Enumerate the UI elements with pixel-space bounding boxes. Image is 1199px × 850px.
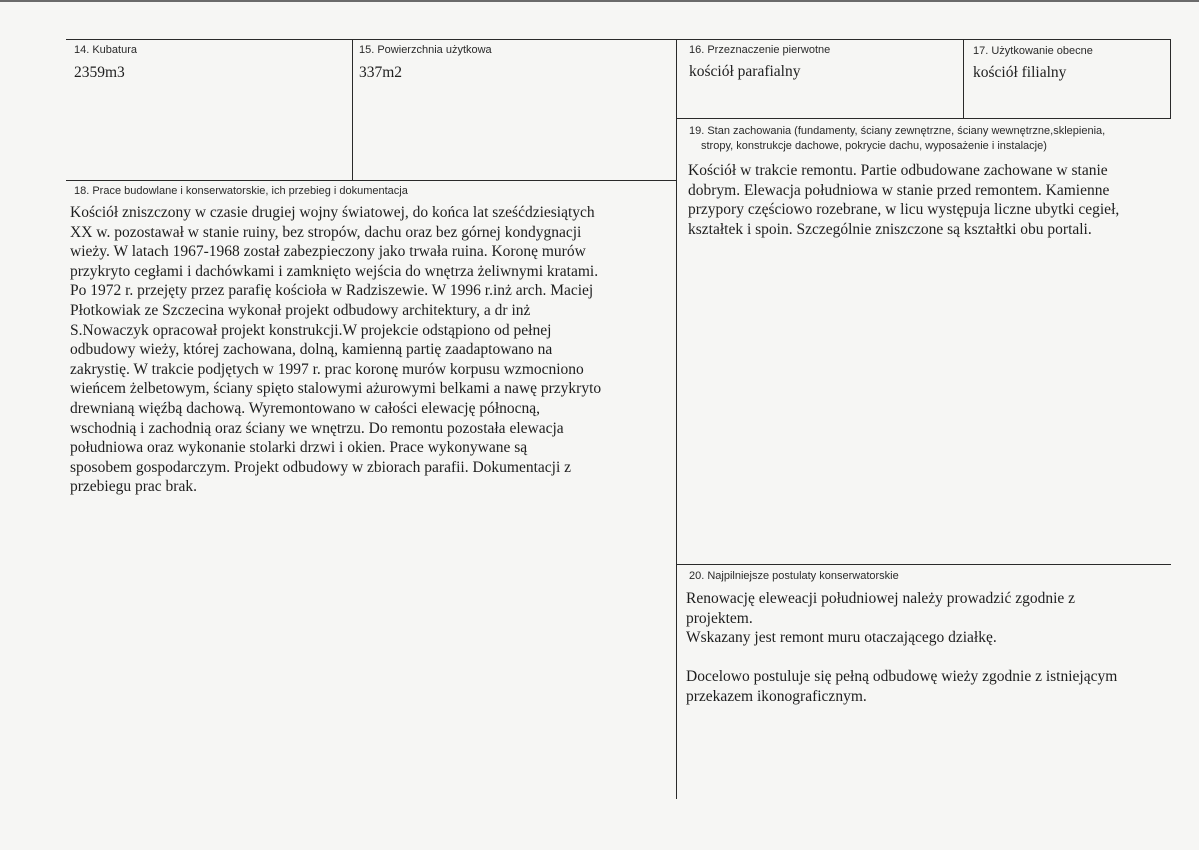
stan-line: Kościół w trakcie remontu. Partie odbudowane zachowane w stanie <box>688 162 1108 179</box>
field-14-15-bottom-border <box>66 180 676 181</box>
prace-line: sposobem gospodarczym. Projekt odbudowy w zbiorach parafii. Dokumentacji z <box>70 458 572 476</box>
prace-line: wieńcem żelbetowym, ściany spięto stalowymi ażurowymi belkami a nawę przykryto <box>70 380 602 398</box>
uzytkowanie-value: kościół filialny <box>973 64 1067 81</box>
center-divider <box>676 39 677 799</box>
postulaty-text <box>686 589 1117 707</box>
row-top-border-right <box>676 39 1171 40</box>
powierzchnia-value: 337m2 <box>359 64 403 81</box>
prace-line: S.Nowaczyk opracował projekt konstrukcji.W projekcie odstąpiono od pełnej <box>70 321 552 339</box>
stan-text <box>688 161 1119 239</box>
stan-line: dobrym. Elewacja południowa w stanie przed remontem. Kamienne <box>688 181 1110 199</box>
prace-line: XX w. pozostawał w stanie ruiny, bez stropów, dachu oraz bez górnej kondygnacji <box>70 223 582 241</box>
prace-text <box>70 203 601 497</box>
prace-line: zakrystię. W trakcie podjętych w 1997 r. prac koronę murów korpusu wzmocniono <box>70 360 584 378</box>
postulaty-line: Docelowo postuluje się pełną odbudowę wieży zgodnie z istniejącym <box>686 668 1118 686</box>
prace-line: południowa oraz wykonanie stolarki drzwi i okien. Prace wykonywane są <box>70 439 528 457</box>
postulaty-label: 20. Najpilniejsze postulaty konserwatorskie <box>689 570 899 582</box>
prace-line: wieży. W latach 1967-1968 został zabezpieczony jako trwała ruina. Koronę murów <box>70 243 586 261</box>
postulaty-blank-line <box>686 648 1117 668</box>
prace-line: przykryto cegłami i dachówkami i zamknięto wejścia do wnętrza żeliwnymi kratami. <box>70 262 599 280</box>
powierzchnia-label: 15. Powierzchnia użytkowa <box>359 44 492 56</box>
prace-line: drewnianą więźbą dachową. Wyremontowano w całości elewację północną, <box>70 399 541 417</box>
top-edge-line <box>0 0 1199 2</box>
row-top-border-left <box>66 39 676 40</box>
postulaty-line: Renowację eleweacji południowej należy prowadzić zgodnie z <box>686 590 1076 607</box>
postulaty-line: Wskazany jest remont muru otaczającego działkę. <box>686 629 997 647</box>
divider-14-15 <box>352 39 353 180</box>
przeznaczenie-value: kościół parafialny <box>689 63 801 80</box>
right-border <box>1170 39 1171 118</box>
stan-line: kształtek i spoin. Szczególnie zniszczone są kształtki obu portali. <box>688 220 1092 238</box>
prace-line: wschodnią i zachodnią oraz ściany we wnętrzu. Do remontu pozostała elewacja <box>70 419 564 437</box>
prace-line: Kościół zniszczony w czasie drugiej wojny światowej, do końca lat sześćdziesiątych <box>70 204 595 221</box>
kubatura-value: 2359m3 <box>74 64 125 81</box>
prace-line: przebiegu prac brak. <box>70 478 197 496</box>
prace-line: Po 1972 r. przejęty przez parafię kościoła w Radziszewie. W 1996 r.inż arch. Maciej <box>70 282 594 300</box>
stan-label-line-2: stropy, konstrukcje dachowe, pokrycie dachu, wyposażenie i instalacje) <box>701 140 1047 152</box>
prace-line: Płotkowiak ze Szczecina wykonał projekt odbudowy architektury, a dr inż <box>70 301 531 319</box>
postulaty-line: projektem. <box>686 609 753 627</box>
uzytkowanie-label: 17. Użytkowanie obecne <box>973 45 1093 57</box>
field-19-bottom-border <box>676 564 1171 565</box>
field-16-17-bottom-border <box>676 118 1171 119</box>
stan-label-line-1: 19. Stan zachowania (fundamenty, ściany zewnętrzne, ściany wewnętrzne,sklepienia, <box>689 125 1106 137</box>
kubatura-label: 14. Kubatura <box>74 44 137 56</box>
stan-line: przypory częściowo rozebrane, w licu występuja liczne ubytki cegieł, <box>688 201 1120 219</box>
prace-label: 18. Prace budowlane i konserwatorskie, ich przebieg i dokumentacja <box>74 185 408 197</box>
divider-16-17 <box>963 39 964 118</box>
postulaty-line: przekazem ikonograficznym. <box>686 687 867 705</box>
przeznaczenie-label: 16. Przeznaczenie pierwotne <box>689 44 831 56</box>
prace-line: odbudowy wieży, której zachowana, dolną, kamienną partię zaadaptowano na <box>70 341 553 359</box>
